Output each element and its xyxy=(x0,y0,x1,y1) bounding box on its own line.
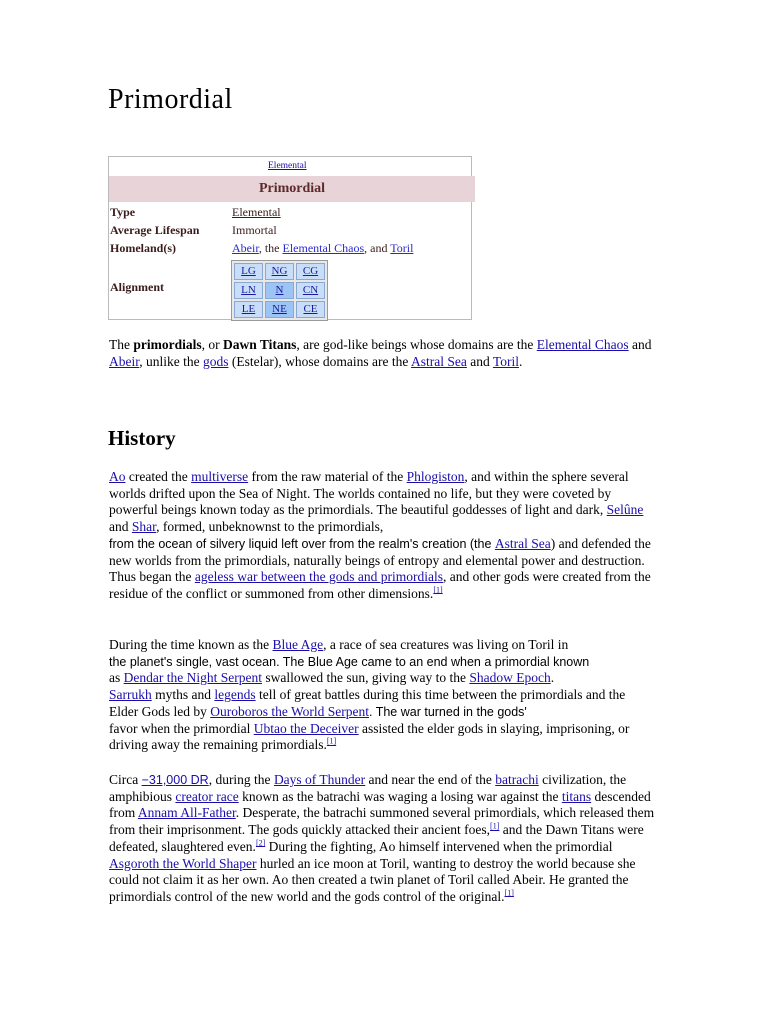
link-selune[interactable]: Selûne xyxy=(606,502,644,518)
text: , and other gods were created from the residue of the conflict or summoned from other dimensions. xyxy=(109,569,651,601)
link-phlogiston[interactable]: Phlogiston xyxy=(406,469,465,484)
link-astral-sea[interactable]: Astral Sea xyxy=(411,353,467,369)
text: created the xyxy=(125,469,192,484)
text: , during the xyxy=(208,772,274,787)
link-creator-race[interactable]: creator race xyxy=(175,788,239,804)
link-blue-age[interactable]: Blue Age xyxy=(272,637,324,652)
link-ouroboros[interactable]: Ouroboros the World Serpent xyxy=(210,703,369,719)
link-days-of-thunder[interactable]: Days of Thunder xyxy=(273,772,366,787)
text: . Desperate, the batrachi summoned several primordials, which released them from their imprisonment. The gods quickly attacked their ancient foes, xyxy=(109,805,655,838)
reference-link[interactable]: [1] xyxy=(504,888,514,898)
link-asgoroth[interactable]: Asgoroth the World Shaper xyxy=(109,855,257,871)
alignment-grid xyxy=(231,260,328,321)
text: During the fighting, Ao himself intervened when the primordial xyxy=(265,838,613,854)
text: , and within the sphere several worlds drifted upon the Sea of Night. The worlds contained no life, but they were coveted by powerful beings known today as the primordials. The beautiful goddesses of light and dark, xyxy=(109,469,629,518)
text: the planet's single, vast ocean. The Blue Age came to an end when a primordial known xyxy=(109,654,590,669)
infobox-title: Primordial xyxy=(109,176,475,202)
infobox-top-link[interactable]: Elemental xyxy=(268,161,307,171)
text: (Estelar), whose domains are the xyxy=(228,353,412,369)
link-multiverse[interactable]: multiverse xyxy=(191,469,249,484)
link-abeir[interactable]: Abeir xyxy=(109,353,140,369)
link-shar[interactable]: Shar xyxy=(131,519,157,535)
text: , a race of sea creatures was living on Toril in xyxy=(323,637,569,652)
infobox-label: Type xyxy=(110,205,136,219)
link-dendar[interactable]: Dendar the Night Serpent xyxy=(123,670,262,686)
bold-term: Dawn Titans xyxy=(223,337,297,352)
infobox-label: Homeland(s) xyxy=(110,241,176,255)
text: , the xyxy=(258,241,283,255)
link-batrachi[interactable]: batrachi xyxy=(495,772,539,787)
text: and xyxy=(628,337,652,352)
text: . The war turned in the gods' xyxy=(369,704,527,719)
infobox-type-link[interactable]: Elemental xyxy=(232,205,281,219)
text: During the time known as the xyxy=(109,637,273,652)
infobox-value xyxy=(232,241,413,256)
alignment-cell[interactable]: CG xyxy=(296,263,325,280)
text: assisted the elder gods in slaying, imprisoning, or driving away the remaining primordials. xyxy=(109,720,630,753)
text: Circa xyxy=(109,772,142,787)
text: hurled an ice moon at Toril, wanting to destroy the world because she could not claim it as her own. Ao then created a twin planet of Toril called Abeir. He granted the primordials control of the new world and the gods control of the original. xyxy=(109,855,636,904)
alignment-cell[interactable]: NE xyxy=(265,301,294,318)
infobox xyxy=(108,156,472,320)
text: ) and defended the new worlds from the primordials, naturally beings of entropy and elemental power and destruction. Thus began the xyxy=(109,535,651,585)
alignment-cell[interactable]: NG xyxy=(265,263,294,280)
text: descended from xyxy=(109,788,651,821)
text: civilization, the amphibious xyxy=(109,772,627,804)
text: and xyxy=(109,519,132,535)
link-astral-sea[interactable]: Astral Sea xyxy=(494,535,551,551)
homeland-link-abeir[interactable]: Abeir xyxy=(232,241,259,255)
link-ao[interactable]: Ao xyxy=(109,469,126,484)
page-title: Primordial xyxy=(108,84,233,115)
text: favor when the primordial xyxy=(109,720,254,736)
link-titans[interactable]: titans xyxy=(561,788,592,804)
alignment-cell[interactable]: LG xyxy=(234,263,263,280)
link-annam[interactable]: Annam All-Father xyxy=(137,805,236,821)
text: , or xyxy=(201,337,224,352)
link-legends[interactable]: legends xyxy=(214,687,256,703)
text: tell of great battles during this time between the primordials and the Elder Gods led by xyxy=(109,687,626,719)
infobox-label: Alignment xyxy=(110,280,164,294)
link-shadow-epoch[interactable]: Shadow Epoch xyxy=(469,670,551,686)
alignment-cell[interactable]: LE xyxy=(234,301,263,318)
text: , unlike the xyxy=(139,353,203,369)
text: and xyxy=(466,353,493,369)
link-ageless-war[interactable]: ageless war between the gods and primordials xyxy=(194,569,444,585)
homeland-link-elemental-chaos[interactable]: Elemental Chaos xyxy=(282,241,365,255)
reference-link[interactable]: [1] xyxy=(326,736,337,746)
text: and near the end of the xyxy=(365,772,496,787)
history-paragraph-3 xyxy=(109,772,657,906)
link-31000-dr[interactable]: −31,000 DR xyxy=(141,773,209,787)
text: , and xyxy=(364,241,391,255)
text: as xyxy=(109,670,124,686)
text: . xyxy=(518,353,523,369)
history-paragraph-2 xyxy=(109,637,657,754)
link-gods[interactable]: gods xyxy=(202,353,229,369)
alignment-cell[interactable]: CN xyxy=(296,282,325,299)
homeland-link-toril[interactable]: Toril xyxy=(390,241,414,255)
text: known as the batrachi was waging a losing war against the xyxy=(238,788,562,804)
text: The xyxy=(109,337,134,352)
infobox-value: Immortal xyxy=(232,223,277,237)
alignment-cell[interactable]: LN xyxy=(234,282,263,299)
history-paragraph-1 xyxy=(109,469,657,603)
text: swallowed the sun, giving way to the xyxy=(261,670,470,686)
alignment-cell[interactable]: N xyxy=(265,282,294,299)
text: from the ocean of silvery liquid left over from the realm's creation (the xyxy=(109,536,495,551)
bold-term: primordials xyxy=(133,337,202,352)
text: from the raw material of the xyxy=(248,469,407,484)
reference-link[interactable]: [1] xyxy=(490,821,500,831)
link-elemental-chaos[interactable]: Elemental Chaos xyxy=(536,337,629,352)
reference-link[interactable]: [1] xyxy=(433,585,443,595)
infobox-label: Average Lifespan xyxy=(110,223,200,237)
reference-link[interactable]: [2] xyxy=(255,838,266,848)
intro-paragraph xyxy=(109,337,657,370)
link-sarrukh[interactable]: Sarrukh xyxy=(109,687,152,703)
link-toril[interactable]: Toril xyxy=(492,353,519,369)
text: . xyxy=(550,670,555,686)
alignment-cell[interactable]: CE xyxy=(296,301,325,318)
text: and the Dawn Titans were defeated, slaughtered even. xyxy=(109,822,644,854)
history-heading: History xyxy=(108,426,176,450)
link-ubtao[interactable]: Ubtao the Deceiver xyxy=(253,720,359,736)
text: , are god-like beings whose domains are the xyxy=(296,337,537,352)
text: , formed, unbeknownst to the primordials, xyxy=(156,519,384,535)
text: myths and xyxy=(151,687,215,703)
